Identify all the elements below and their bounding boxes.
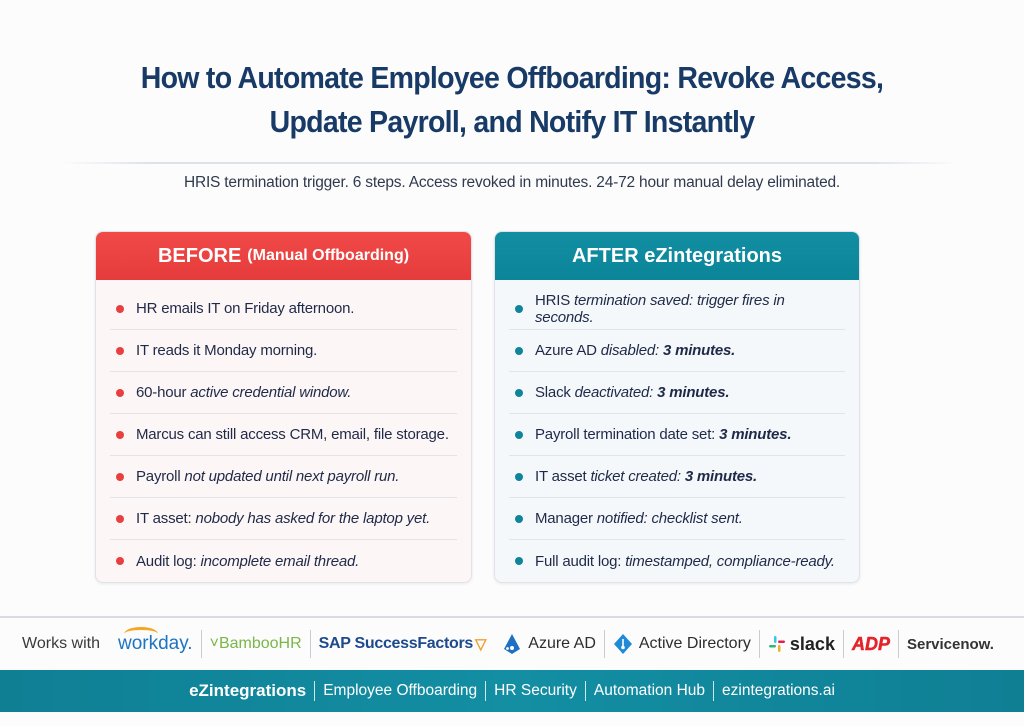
page-title [41,56,983,144]
bullet-icon [515,473,523,481]
bullet-icon [116,557,124,565]
bullet-icon [515,557,523,565]
after-card [494,231,860,583]
footer-item-website[interactable]: ezintegrations.ai [722,682,835,699]
after-item: HRIS termination saved: trigger fires in seconds. [509,288,845,330]
after-item: Slack deactivated: 3 minutes. [509,372,845,414]
slack-hash-icon [768,635,786,653]
before-card-header [96,232,471,280]
before-item: IT asset: nobody has asked for the laptop yet. [110,498,457,540]
bamboohr-logo: ˅ BambooHR [209,635,302,652]
adp-logo: ADP [851,633,890,654]
bullet-icon [515,431,523,439]
title-line-1: How to Automate Employee Offboarding: Revoke Access, [140,60,884,95]
header-divider [60,162,960,164]
title-line-2: Update Payroll, and Notify IT Instantly [269,104,755,139]
slack-logo: slack [760,634,843,655]
bullet-icon [116,305,124,313]
bullet-icon [116,473,124,481]
after-item: Payroll termination date set: 3 minutes. [509,414,845,456]
subtitle: HRIS termination trigger. 6 steps. Access revoked in minutes. 24-72 hour manual delay eliminated. [183,174,841,191]
before-item: IT reads it Monday morning. [110,330,457,372]
bullet-icon [515,389,523,397]
after-item: IT asset ticket created: 3 minutes. [509,456,845,498]
before-item: Marcus can still access CRM, email, file storage. [110,414,457,456]
after-list [495,288,859,582]
bullet-icon [515,515,523,523]
after-item: Full audit log: timestamped, compliance-ready. [509,540,845,582]
bullet-icon [515,305,523,313]
bullet-icon [515,347,523,355]
bullet-icon [116,431,124,439]
bullet-icon [116,515,124,523]
footer-bar [0,670,1024,712]
before-title: BEFORE [157,244,242,267]
shield-icon: ▽ [475,636,487,653]
before-card [95,231,472,583]
after-card-header [495,232,859,280]
logos-divider [0,616,1024,618]
active-directory-icon [613,633,633,655]
after-item: Azure AD disabled: 3 minutes. [509,330,845,372]
before-title-sub: (Manual Offboarding) [247,247,410,264]
after-title: AFTER eZintegrations [571,244,782,267]
before-item: 60-hour active credential window. [110,372,457,414]
footer-item-hr-security: HR Security [494,682,577,699]
servicenow-logo: Servicenow. [906,635,994,653]
workday-logo: workday. [110,633,201,655]
workday-arc-icon [124,627,158,641]
azure-ad-logo: Azure AD [494,633,604,655]
before-item: HR emails IT on Friday afternoon. [110,288,457,330]
active-directory-logo: Active Directory [605,633,759,655]
integrations-bar [0,620,1024,668]
azure-ad-icon [502,633,522,655]
bullet-icon [116,347,124,355]
leaf-icon: ˅ [209,635,219,652]
footer-item-automation-hub: Automation Hub [593,682,706,699]
before-item: Audit log: incomplete email thread. [110,540,457,582]
sap-successfactors-logo: SAP SuccessFactors ▽ [318,635,487,653]
before-list [96,288,471,582]
works-with-label: Works with [22,635,100,652]
footer-brand: eZintegrations [189,681,307,700]
bullet-icon [116,389,124,397]
footer-item-offboarding: Employee Offboarding [323,682,478,699]
after-item: Manager notified: checklist sent. [509,498,845,540]
before-item: Payroll not updated until next payroll run. [110,456,457,498]
